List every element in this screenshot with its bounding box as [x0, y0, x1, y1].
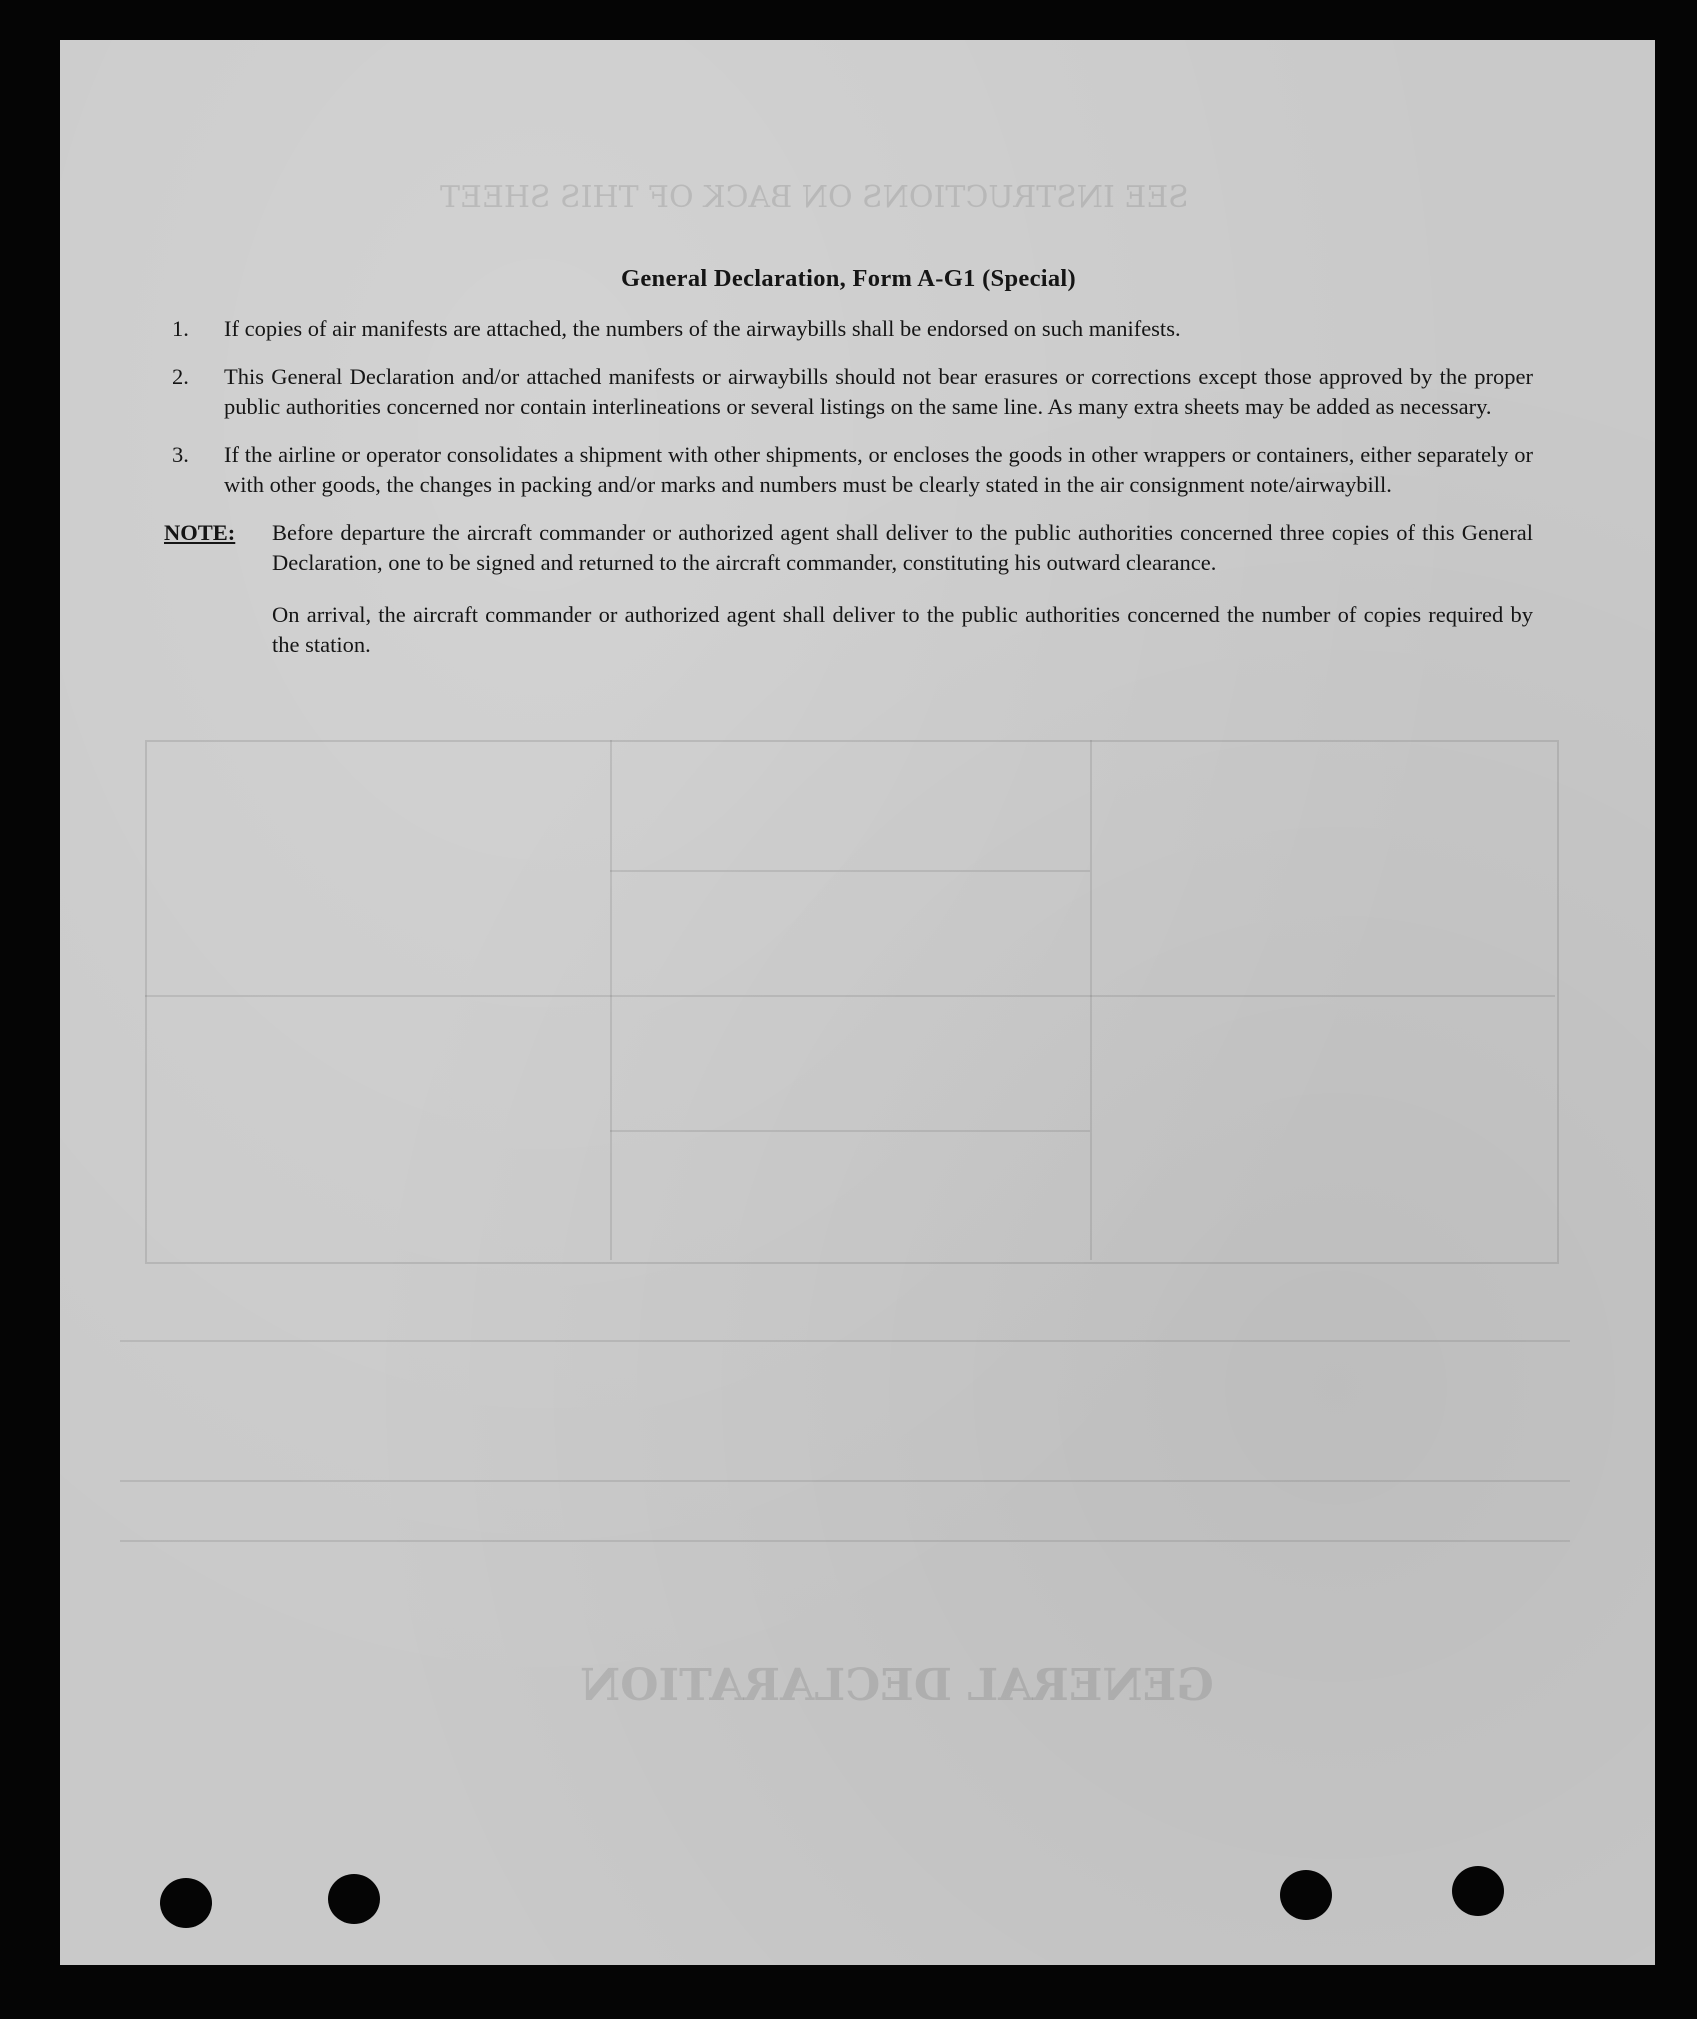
item-text: This General Declaration and/or attached manifests or airwaybills should not bear erasures or corrections except those approved by the proper public authorities concerned nor contain interlineations or several listings on the same line. As many extra sheets may be added as necessary.: [224, 364, 1533, 419]
note-section: [164, 518, 1533, 682]
page-title: General Declaration, Form A-G1 (Special): [621, 265, 1076, 292]
item-number: 2.: [172, 364, 189, 389]
item-text: If the airline or operator consolidates a shipment with other shipments, or encloses the goods in other wrappers or containers, either separately or with other goods, the changes in packing and/or marks and numbers must be clearly stated in the air consignment note/airwaybill.: [224, 442, 1533, 497]
instructions-content: [164, 222, 1533, 700]
paper-sheet: GENERAL DECLARATION SEE INSTRUCTIONS ON BACK OF THIS SHEET General Declaration, Form A-G1 (Special) 1. If copies of air manifests are attached, the numbers of the airwaybills shall be endorsed on such manifests. 2. This General Declaration and/or attached manifests or airwaybills should not bear erasures or corrections except those approved by the proper public authorities concerned nor contain interlineations or several listings on the same line. As many extra sheets may be added as necessary. 3. If the airline or operator consolidates a shipment with other shipments, or encloses the goods in other wrappers or containers, either separately or with other goods, the changes in packing and/or marks and numbers must be clearly stated in the air consignment note/airwaybill. NOTE: Before departure the aircraft commander or authorized agent shall deliver to the public authorities concerned three copies of this General Declaration, one to be signed and returned to the aircraft commander, constituting his outward clearance. On arrival, the aircraft commander or authorized agent shall deliver to the public authorities concerned the number of copies required by the station.: [60, 40, 1655, 1965]
note-label: NOTE:: [164, 520, 236, 545]
list-item: [164, 440, 1533, 500]
item-number: 1.: [172, 316, 189, 341]
note-paragraph: On arrival, the aircraft commander or authorized agent shall deliver to the public authorities concerned the number of copies required by the station.: [272, 602, 1533, 657]
list-item: [164, 362, 1533, 422]
note-paragraph: Before departure the aircraft commander or authorized agent shall deliver to the public authorities concerned three copies of this General Declaration, one to be signed and returned to the aircraft commander, constituting his outward clearance.: [272, 520, 1533, 575]
list-item: [164, 314, 1533, 344]
item-text: If copies of air manifests are attached, the numbers of the airwaybills shall be endorsed on such manifests.: [224, 316, 1181, 341]
item-number: 3.: [172, 442, 189, 467]
punch-hole-icon: [328, 1874, 380, 1924]
note-body: [272, 518, 1533, 682]
punch-hole-icon: [160, 1878, 212, 1928]
punch-hole-icon: [1452, 1866, 1504, 1916]
punch-hole-icon: [1280, 1870, 1332, 1920]
